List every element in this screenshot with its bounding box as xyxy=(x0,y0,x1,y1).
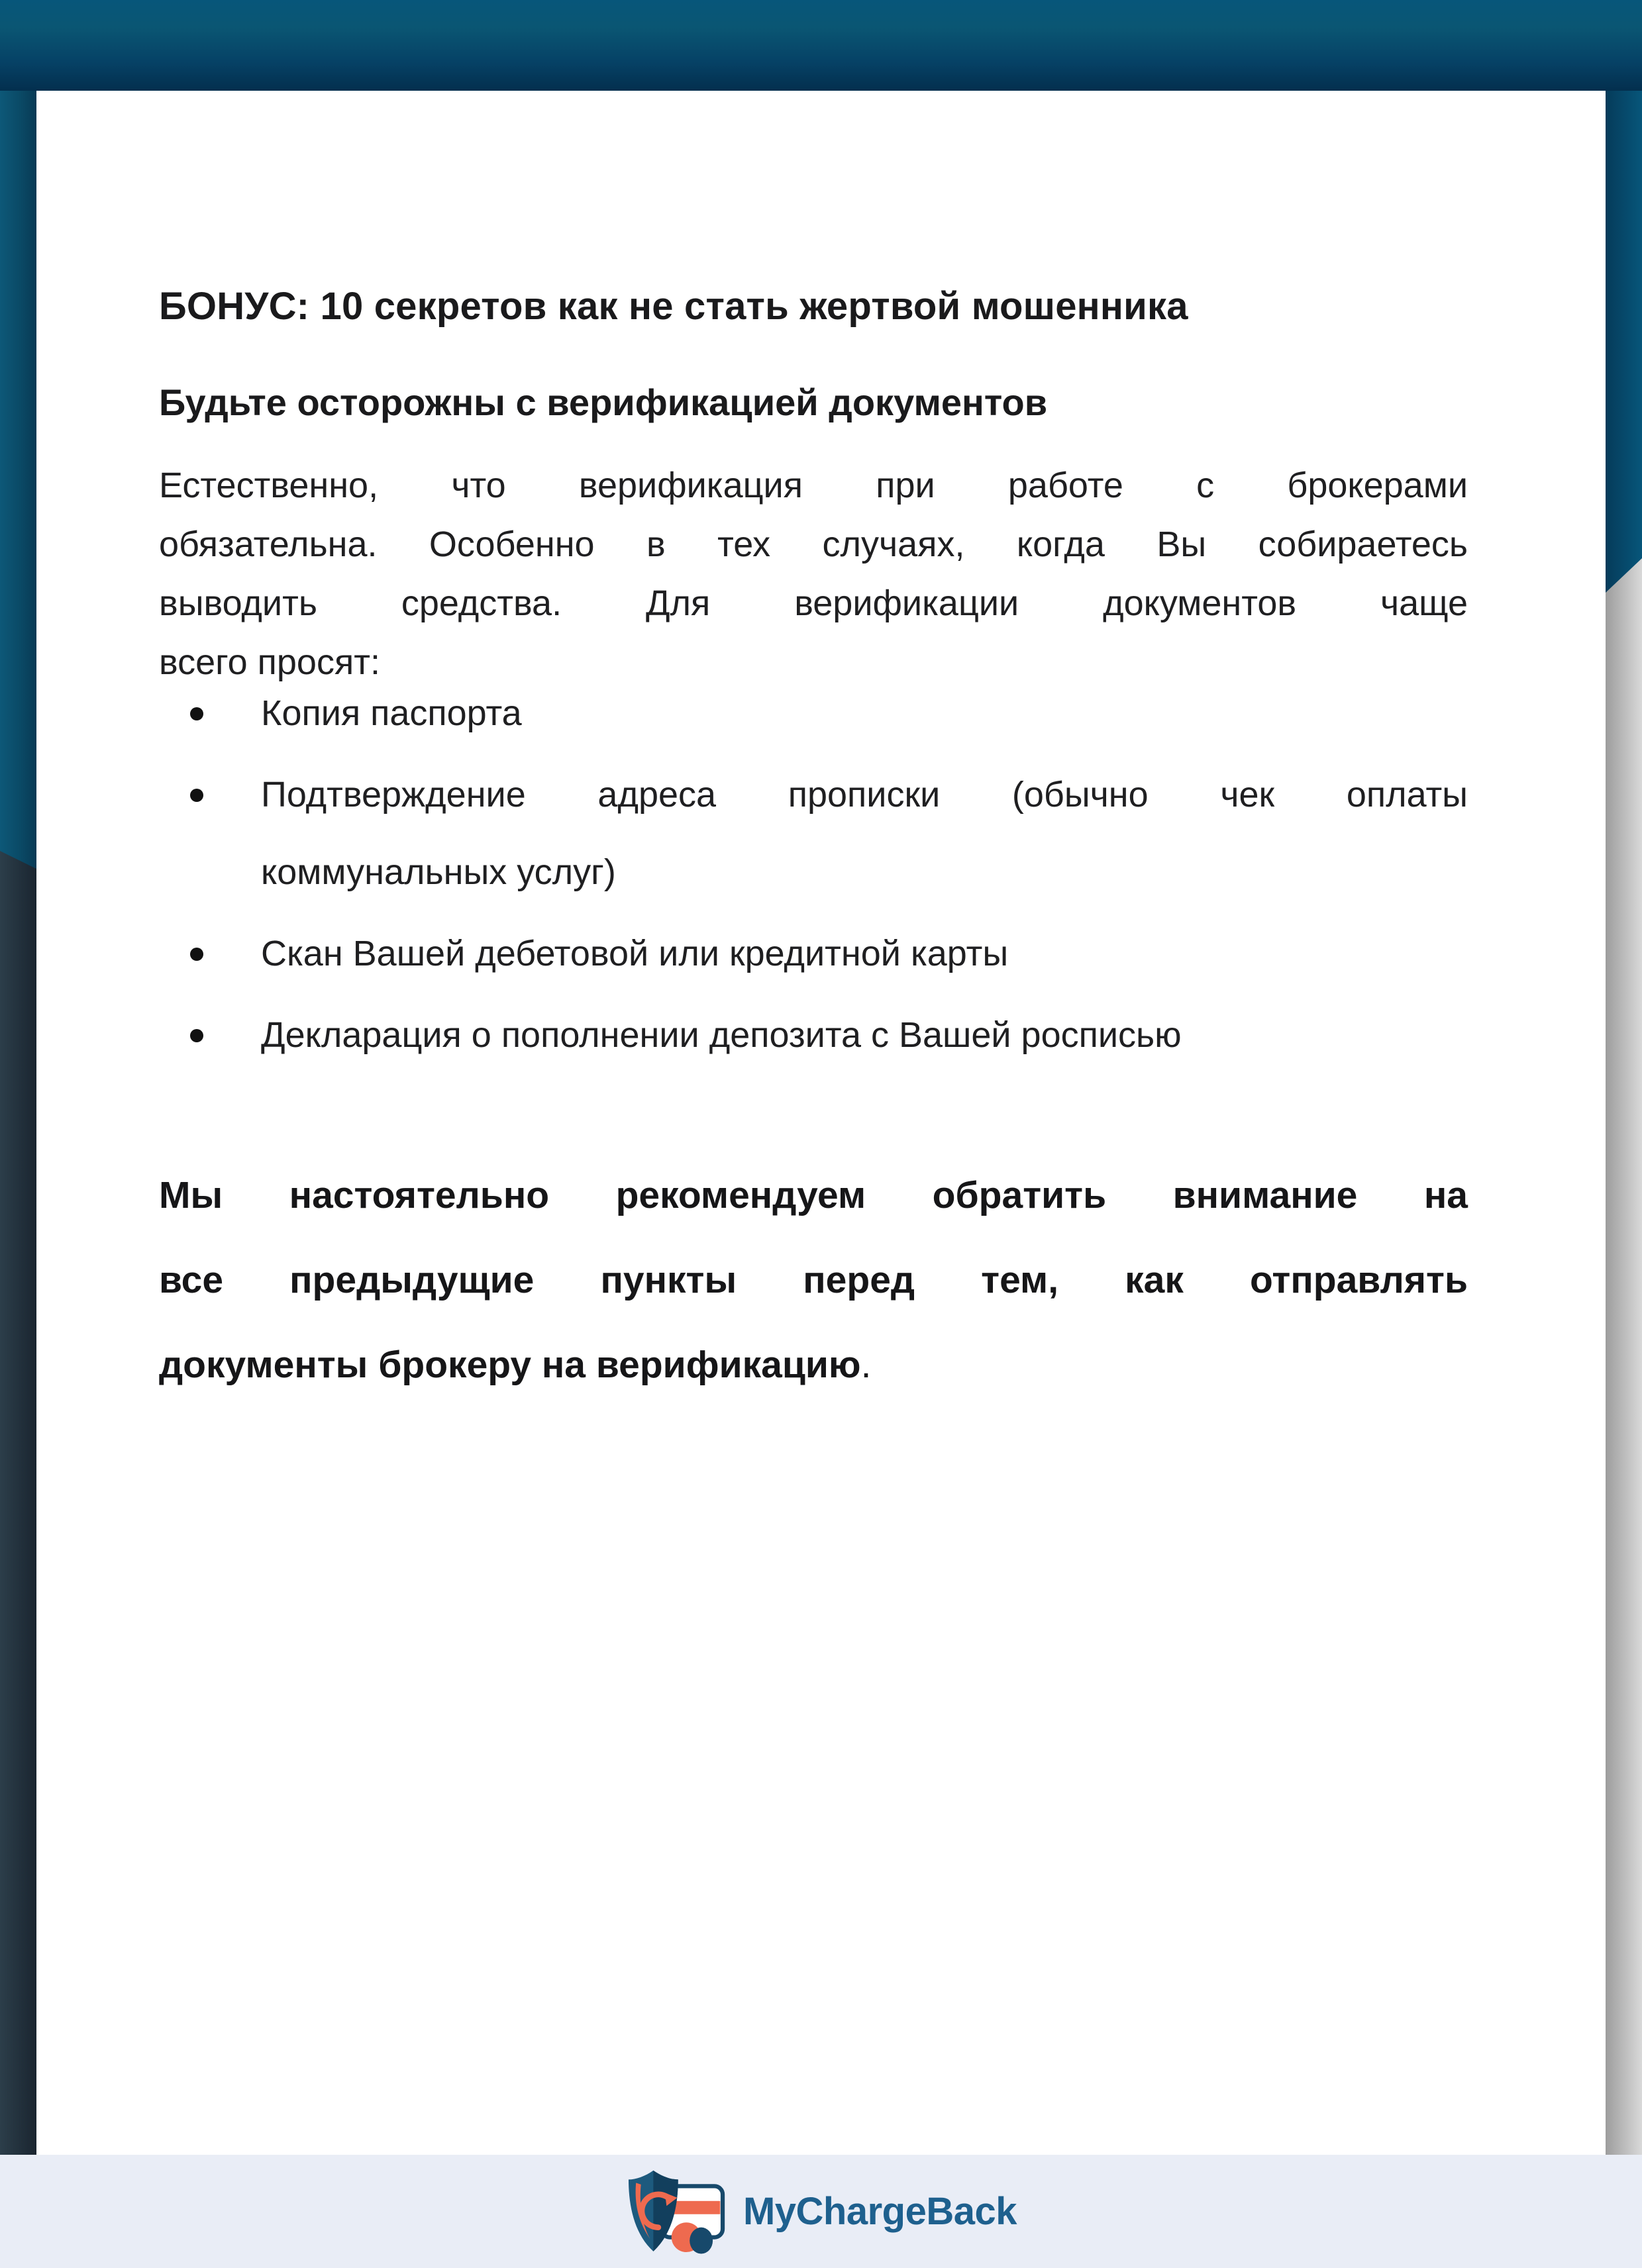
bullet-icon xyxy=(190,789,203,802)
paragraph-line: выводить средства. Для верификации документов чаще xyxy=(159,583,1468,623)
note-line xyxy=(159,1322,1468,1407)
section-heading: Будьте осторожны с верификацией документов xyxy=(159,381,1048,423)
list-item xyxy=(159,915,1468,993)
mychargeback-logo xyxy=(625,2169,1017,2254)
paragraph-line: Естественно, что верификация при работе с брокерами xyxy=(159,466,1468,505)
bullet-icon xyxy=(190,707,203,720)
list-item-line: Копия паспорта xyxy=(261,693,522,733)
list-item xyxy=(159,997,1468,1074)
list-item-line: Скан Вашей дебетовой или кредитной карты xyxy=(261,934,1009,973)
list-item xyxy=(159,756,1468,911)
note-line: все предыдущие пункты перед тем, как отправлять xyxy=(159,1259,1468,1301)
recommendation-note xyxy=(159,1153,1468,1407)
right-border-navy-decoration xyxy=(1606,91,1642,594)
left-border-blue-decoration xyxy=(0,91,36,872)
list-item-line: Декларация о пополнении депозита с Вашей росписью xyxy=(261,1015,1182,1055)
bullet-icon xyxy=(190,1029,203,1042)
note-line: Мы настоятельно рекомендуем обратить внимание на xyxy=(159,1174,1468,1216)
mychargeback-logo-text: MyChargeBack xyxy=(743,2190,1017,2233)
left-border-slate-decoration xyxy=(0,851,36,2155)
paragraph-line: обязательна. Особенно в тех случаях, когда Вы собираетесь xyxy=(159,524,1468,564)
list-item-line: Подтверждение адреса прописки (обычно чек оплаты xyxy=(261,775,1468,814)
note-line-text: документы брокеру на верификацию xyxy=(159,1344,861,1386)
page-content xyxy=(159,283,1468,1407)
intro-paragraph xyxy=(159,456,1468,692)
note-trailing-period: . xyxy=(860,1344,872,1386)
page-title: БОНУС: 10 секретов как не стать жертвой мошенника xyxy=(159,285,1188,328)
mychargeback-logo-icon xyxy=(625,2169,733,2254)
right-border-gray-decoration xyxy=(1606,558,1642,2155)
list-item xyxy=(159,675,1468,752)
paragraph-line: всего просят: xyxy=(159,642,380,682)
page-sheet xyxy=(36,91,1606,2268)
footer-bar xyxy=(0,2155,1642,2268)
list-item-line: коммунальных услуг) xyxy=(261,852,616,892)
verification-documents-list xyxy=(159,675,1468,1074)
top-border-decoration xyxy=(0,0,1642,91)
bullet-icon xyxy=(190,948,203,961)
